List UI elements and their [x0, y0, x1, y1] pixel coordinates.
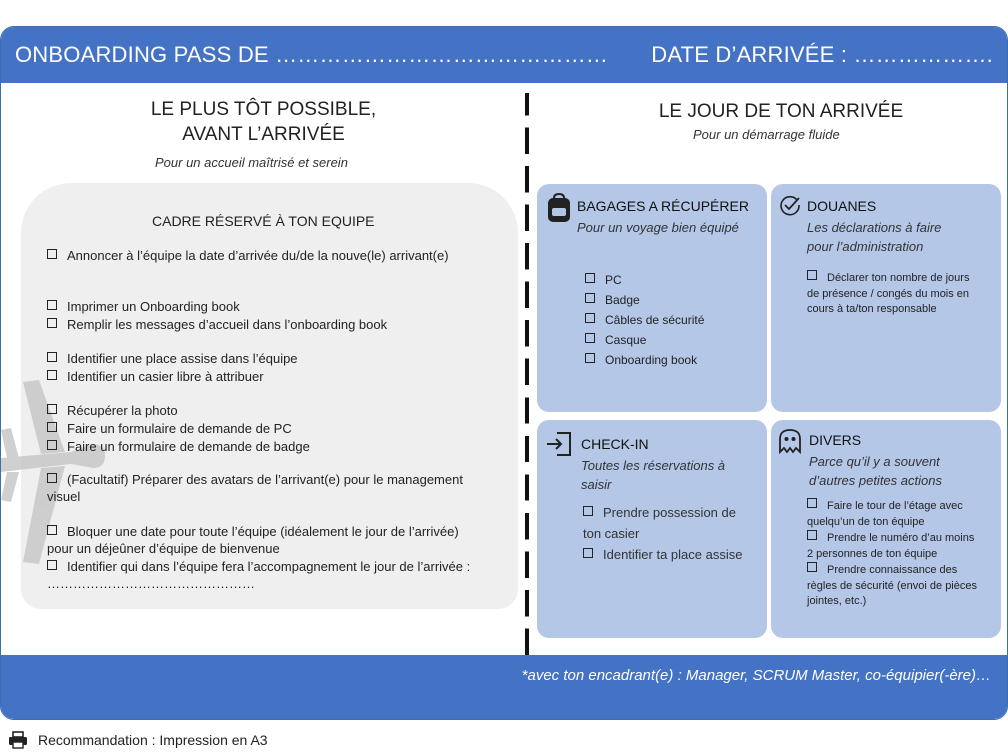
list-item: Badge — [585, 290, 704, 310]
checkbox-icon — [807, 530, 817, 540]
left-title-line1: LE PLUS TÔT POSSIBLE, — [150, 99, 377, 120]
checkbox-icon — [585, 273, 595, 283]
header-title-left: ONBOARDING PASS DE ……………………………………… — [15, 42, 609, 67]
checkbox-icon — [47, 473, 57, 483]
task-item: Identifier qui dans l’équipe fera l’accompagnement le jour de l’arrivée : ………………………………………… — [47, 559, 471, 591]
bagages-subtitle: Pour un voyage bien équipé — [577, 220, 739, 235]
checkbox-icon — [807, 270, 817, 280]
checkin-box — [537, 420, 767, 638]
backpack-icon — [543, 192, 575, 224]
checkbox-icon — [47, 560, 57, 570]
list-item: Câbles de sécurité — [585, 310, 704, 330]
footer-bar — [1, 655, 1007, 719]
list-item: Prendre connaissance des règles de sécurité (envoi de pièces jointes, etc.) — [807, 564, 977, 607]
checkbox-icon — [47, 352, 57, 362]
checkin-subtitle: Toutes les réservations à saisir — [581, 458, 726, 492]
checkin-list — [583, 502, 753, 565]
left-column-title — [141, 97, 386, 147]
check-circle-icon — [779, 194, 801, 216]
list-item: Faire le tour de l’étage avec quelqu’un de ton équipe — [807, 500, 963, 528]
team-panel-title: CADRE RÉSERVÉ À TON EQUIPE — [152, 213, 375, 229]
checkin-title: CHECK-IN — [581, 436, 649, 452]
left-title-line2: AVANT L’ARRIVÉE — [182, 124, 345, 145]
list-item: Déclarer ton nombre de jours de présence / congés du mois en cours à ta/ton responsable — [807, 272, 970, 315]
checkbox-icon — [47, 300, 57, 310]
list-item: Prendre le numéro d’au moins 2 personnes de ton équipe — [807, 532, 975, 560]
header-bar — [1, 27, 1007, 83]
onboarding-pass-card — [0, 26, 1008, 720]
douanes-box — [771, 184, 1001, 412]
checkbox-icon — [583, 506, 593, 516]
task-item: (Facultatif) Préparer des avatars de l’arrivant(e) pour le management visuel — [47, 472, 463, 504]
task-item: Annoncer à l’équipe la date d’arrivée du/de la nouve(le) arrivant(e) — [47, 247, 467, 264]
divers-title: DIVERS — [809, 432, 862, 448]
checkbox-icon — [47, 318, 57, 328]
checkbox-icon — [47, 525, 57, 535]
column-divider — [525, 93, 529, 663]
footer-note: *avec ton encadrant(e) : Manager, SCRUM Master, co-équipier(-ère)… — [521, 667, 991, 684]
right-column-subtitle: Pour un démarrage fluide — [693, 127, 840, 142]
divers-subtitle: Parce qu’il y a souvent d’autres petites actions — [809, 454, 942, 488]
bagages-title: BAGAGES A RÉCUPÉRER — [577, 198, 749, 214]
douanes-list — [807, 270, 982, 318]
recommendation-text: Recommandation : Impression en A3 — [38, 732, 268, 748]
divers-list — [807, 498, 977, 610]
list-item: Onboarding book — [585, 350, 704, 370]
ghost-icon — [777, 428, 803, 454]
task-item: Imprimer un Onboarding book — [47, 298, 467, 315]
task-item: Identifier une place assise dans l’équipe — [47, 350, 467, 367]
checkbox-icon — [47, 440, 57, 450]
header-title-right: DATE D’ARRIVÉE : ………………. — [651, 42, 993, 67]
task-item: Bloquer une date pour toute l’équipe (idéalement le jour de l’arrivée) pour un déjeûner d’équipe de bienvenue — [47, 524, 459, 556]
checkbox-icon — [47, 370, 57, 380]
checkbox-icon — [47, 404, 57, 414]
list-item: Casque — [585, 330, 704, 350]
list-item: PC — [585, 270, 704, 290]
right-column-title: LE JOUR DE TON ARRIVÉE — [658, 101, 904, 122]
list-item: Identifier ta place assise — [583, 544, 753, 565]
task-item: Remplir les messages d’accueil dans l’onboarding book — [47, 316, 467, 333]
door-enter-icon — [545, 430, 573, 458]
task-item: Faire un formulaire de demande de PC — [47, 420, 467, 437]
task-item: Identifier un casier libre à attribuer — [47, 368, 467, 385]
bagages-list — [585, 270, 704, 370]
checkbox-icon — [47, 422, 57, 432]
checkbox-icon — [585, 333, 595, 343]
checkbox-icon — [585, 313, 595, 323]
left-column-subtitle: Pour un accueil maîtrisé et serein — [155, 155, 348, 170]
checkbox-icon — [47, 249, 57, 259]
task-item: Récupérer la photo — [47, 402, 467, 419]
checkbox-icon — [583, 548, 593, 558]
checkbox-icon — [807, 562, 817, 572]
recommendation — [8, 731, 268, 749]
checkbox-icon — [585, 293, 595, 303]
list-item: Prendre possession de ton casier — [583, 505, 736, 541]
douanes-title: DOUANES — [807, 198, 877, 214]
checkbox-icon — [807, 498, 817, 508]
printer-icon — [8, 731, 28, 749]
divers-box — [771, 420, 1001, 638]
task-item: Faire un formulaire de demande de badge — [47, 438, 467, 455]
bagages-box — [537, 184, 767, 412]
douanes-subtitle: Les déclarations à faire pour l’administration — [807, 220, 942, 254]
checkbox-icon — [585, 353, 595, 363]
